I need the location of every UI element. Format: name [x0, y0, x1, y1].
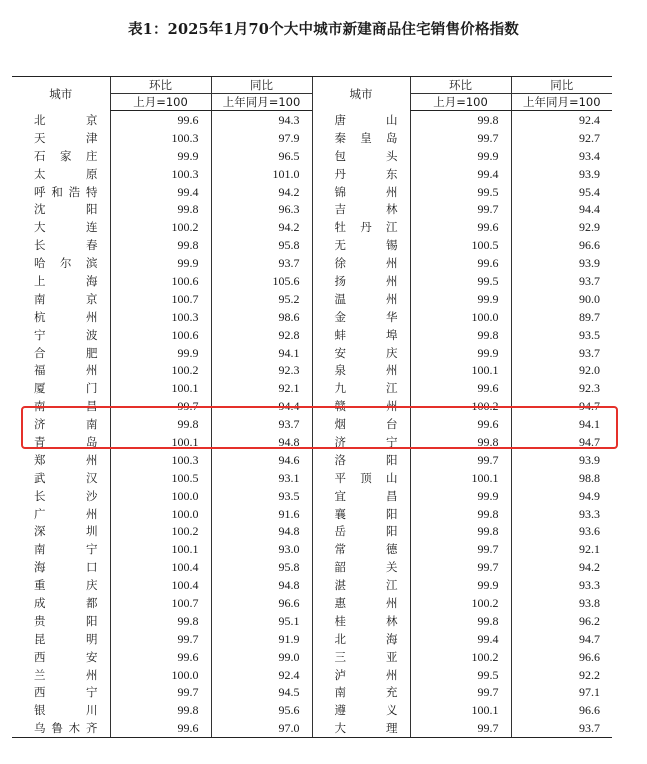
mom-value-left: 100.1	[110, 540, 211, 558]
yoy-value-left: 94.8	[211, 433, 312, 451]
table-row	[12, 451, 612, 469]
mom-value-right: 99.6	[410, 254, 511, 272]
mom-value-left: 100.6	[110, 326, 211, 344]
table-row	[12, 308, 612, 326]
yoy-value-right: 93.9	[511, 165, 612, 183]
city-name-right: 遵 义	[312, 701, 410, 719]
mom-value-left: 100.1	[110, 379, 211, 397]
mom-value-left: 100.4	[110, 558, 211, 576]
mom-value-left: 99.9	[110, 254, 211, 272]
yoy-value-right: 93.7	[511, 272, 612, 290]
yoy-value-right: 93.4	[511, 147, 612, 165]
yoy-value-right: 97.1	[511, 684, 612, 702]
table-row	[12, 165, 612, 183]
yoy-value-right: 94.7	[511, 630, 612, 648]
city-name-right: 桂 林	[312, 612, 410, 630]
header-mom-base-right: 上月=100	[410, 94, 511, 111]
mom-value-right: 100.0	[410, 308, 511, 326]
table-row	[12, 594, 612, 612]
mom-value-right: 99.5	[410, 666, 511, 684]
mom-value-right: 99.6	[410, 218, 511, 236]
mom-value-right: 100.5	[410, 236, 511, 254]
mom-value-left: 99.9	[110, 147, 211, 165]
mom-value-right: 99.8	[410, 326, 511, 344]
yoy-value-right: 93.7	[511, 344, 612, 362]
city-name-left: 成 都	[34, 595, 98, 610]
city-name-right: 安 庆	[312, 344, 410, 362]
city-name-right: 包 头	[312, 147, 410, 165]
mom-value-right: 100.1	[410, 469, 511, 487]
mom-value-right: 99.6	[410, 415, 511, 433]
city-name-right: 蚌 埠	[312, 326, 410, 344]
table-row	[12, 576, 612, 594]
city-name-right: 丹 东	[312, 165, 410, 183]
table-row	[12, 147, 612, 165]
yoy-value-left: 94.8	[211, 522, 312, 540]
yoy-value-left: 97.0	[211, 719, 312, 737]
city-name-right: 唐 山	[312, 111, 410, 129]
city-name-left: 杭 州	[34, 309, 98, 324]
mom-value-right: 99.4	[410, 165, 511, 183]
header-mom-base-left: 上月=100	[110, 94, 211, 111]
mom-value-left: 100.3	[110, 308, 211, 326]
mom-value-left: 100.7	[110, 290, 211, 308]
yoy-value-right: 92.4	[511, 111, 612, 129]
mom-value-left: 99.8	[110, 612, 211, 630]
header-mom-left: 环比	[110, 77, 211, 94]
table-row	[12, 684, 612, 702]
city-name-left: 重 庆	[34, 578, 98, 593]
header-yoy-left: 同比	[211, 77, 312, 94]
table-row	[12, 540, 612, 558]
mom-value-right: 99.9	[410, 576, 511, 594]
mom-value-left: 99.9	[110, 344, 211, 362]
table-row	[12, 630, 612, 648]
mom-value-right: 99.6	[410, 379, 511, 397]
yoy-value-left: 91.6	[211, 505, 312, 523]
city-name-left: 深 圳	[34, 524, 98, 539]
city-name-left: 贵 阳	[34, 613, 98, 628]
mom-value-right: 99.9	[410, 290, 511, 308]
yoy-value-right: 96.6	[511, 648, 612, 666]
yoy-value-left: 95.6	[211, 701, 312, 719]
city-name-right: 常 德	[312, 540, 410, 558]
table-row	[12, 200, 612, 218]
mom-value-left: 100.0	[110, 666, 211, 684]
yoy-value-right: 92.0	[511, 361, 612, 379]
table-row	[12, 344, 612, 362]
table-row	[12, 433, 612, 451]
city-name-left: 北 京	[34, 112, 98, 127]
city-name-left: 南 京	[34, 291, 98, 306]
mom-value-right: 99.9	[410, 147, 511, 165]
table-row	[12, 129, 612, 147]
table-row	[12, 326, 612, 344]
yoy-value-left: 95.8	[211, 558, 312, 576]
mom-value-left: 99.8	[110, 200, 211, 218]
yoy-value-right: 93.6	[511, 522, 612, 540]
mom-value-left: 100.2	[110, 361, 211, 379]
table-row	[12, 361, 612, 379]
city-name-left: 沈 阳	[34, 202, 98, 217]
yoy-value-left: 96.3	[211, 200, 312, 218]
yoy-value-left: 92.3	[211, 361, 312, 379]
city-name-left: 宁 波	[34, 327, 98, 342]
yoy-value-right: 92.1	[511, 540, 612, 558]
yoy-value-right: 94.2	[511, 558, 612, 576]
mom-value-right: 99.8	[410, 612, 511, 630]
yoy-value-left: 91.9	[211, 630, 312, 648]
yoy-value-left: 93.7	[211, 254, 312, 272]
yoy-value-right: 96.6	[511, 701, 612, 719]
yoy-value-right: 89.7	[511, 308, 612, 326]
city-name-left: 长 春	[34, 238, 98, 253]
mom-value-left: 100.0	[110, 505, 211, 523]
city-name-left: 哈尔滨	[34, 256, 98, 271]
header-city-right: 城市	[312, 77, 410, 111]
yoy-value-left: 94.2	[211, 183, 312, 201]
city-name-right: 温 州	[312, 290, 410, 308]
yoy-value-left: 92.8	[211, 326, 312, 344]
mom-value-right: 100.2	[410, 594, 511, 612]
yoy-value-right: 90.0	[511, 290, 612, 308]
city-name-left: 银 川	[34, 703, 98, 718]
mom-value-right: 99.8	[410, 522, 511, 540]
yoy-value-right: 98.8	[511, 469, 612, 487]
table-row	[12, 218, 612, 236]
mom-value-right: 100.2	[410, 397, 511, 415]
mom-value-left: 100.3	[110, 129, 211, 147]
city-name-left: 上 海	[34, 273, 98, 288]
yoy-value-left: 95.1	[211, 612, 312, 630]
city-name-left: 西 安	[34, 649, 98, 664]
city-name-right: 宜 昌	[312, 487, 410, 505]
mom-value-right: 99.4	[410, 630, 511, 648]
table-row	[12, 648, 612, 666]
mom-value-left: 99.8	[110, 415, 211, 433]
mom-value-right: 99.8	[410, 433, 511, 451]
table-row	[12, 612, 612, 630]
mom-value-left: 100.6	[110, 272, 211, 290]
city-name-left: 乌鲁木齐	[12, 719, 110, 737]
yoy-value-right: 93.5	[511, 326, 612, 344]
mom-value-left: 100.3	[110, 165, 211, 183]
table-row	[12, 719, 612, 737]
yoy-value-left: 92.1	[211, 379, 312, 397]
city-name-left: 福 州	[34, 363, 98, 378]
city-name-right: 三 亚	[312, 648, 410, 666]
yoy-value-left: 93.0	[211, 540, 312, 558]
mom-value-left: 99.6	[110, 719, 211, 737]
header-yoy-base-right: 上年同月=100	[511, 94, 612, 111]
city-name-left: 昆 明	[34, 631, 98, 646]
city-name-right: 大 理	[312, 719, 410, 737]
mom-value-left: 99.4	[110, 183, 211, 201]
table-row	[12, 522, 612, 540]
yoy-value-left: 94.8	[211, 576, 312, 594]
city-name-left: 呼和浩特	[34, 184, 98, 199]
city-name-right: 洛 阳	[312, 451, 410, 469]
mom-value-right: 99.7	[410, 200, 511, 218]
city-name-right: 南 充	[312, 684, 410, 702]
mom-value-right: 99.9	[410, 344, 511, 362]
city-name-right: 泸 州	[312, 666, 410, 684]
yoy-value-right: 96.6	[511, 236, 612, 254]
city-name-left: 厦 门	[34, 381, 98, 396]
yoy-value-right: 94.7	[511, 433, 612, 451]
yoy-value-left: 96.6	[211, 594, 312, 612]
mom-value-right: 99.7	[410, 540, 511, 558]
yoy-value-left: 93.1	[211, 469, 312, 487]
city-name-left: 南 昌	[34, 399, 98, 414]
mom-value-left: 100.3	[110, 451, 211, 469]
yoy-value-left: 93.5	[211, 487, 312, 505]
table-row	[12, 290, 612, 308]
yoy-value-left: 94.4	[211, 397, 312, 415]
mom-value-left: 99.6	[110, 111, 211, 129]
yoy-value-left: 94.6	[211, 451, 312, 469]
table-row	[12, 236, 612, 254]
header-city-left: 城市	[12, 77, 110, 111]
yoy-value-right: 94.1	[511, 415, 612, 433]
yoy-value-right: 93.9	[511, 254, 612, 272]
yoy-value-right: 93.3	[511, 505, 612, 523]
yoy-value-left: 94.2	[211, 218, 312, 236]
city-name-left: 广 州	[34, 506, 98, 521]
header-mom-right: 环比	[410, 77, 511, 94]
yoy-value-right: 92.7	[511, 129, 612, 147]
table-row	[12, 254, 612, 272]
yoy-value-right: 93.3	[511, 576, 612, 594]
table-row	[12, 415, 612, 433]
yoy-value-left: 94.5	[211, 684, 312, 702]
mom-value-right: 99.8	[410, 111, 511, 129]
mom-value-right: 99.7	[410, 684, 511, 702]
yoy-value-right: 95.4	[511, 183, 612, 201]
table-row	[12, 487, 612, 505]
city-name-right: 锦 州	[312, 183, 410, 201]
mom-value-left: 99.8	[110, 701, 211, 719]
mom-value-right: 99.7	[410, 719, 511, 737]
city-name-right: 北 海	[312, 630, 410, 648]
mom-value-left: 99.8	[110, 236, 211, 254]
city-name-left: 大 连	[34, 220, 98, 235]
city-name-left: 石家庄	[34, 148, 98, 163]
city-name-right: 吉 林	[312, 200, 410, 218]
city-name-right: 韶 关	[312, 558, 410, 576]
table-row	[12, 397, 612, 415]
city-name-right: 九 江	[312, 379, 410, 397]
yoy-value-right: 93.8	[511, 594, 612, 612]
city-name-left: 武 汉	[34, 470, 98, 485]
table-row	[12, 666, 612, 684]
mom-value-left: 99.7	[110, 684, 211, 702]
mom-value-right: 99.8	[410, 505, 511, 523]
mom-value-left: 100.0	[110, 487, 211, 505]
yoy-value-right: 93.9	[511, 451, 612, 469]
mom-value-right: 100.1	[410, 701, 511, 719]
city-name-left: 青 岛	[34, 434, 98, 449]
mom-value-right: 99.7	[410, 558, 511, 576]
table-row	[12, 701, 612, 719]
mom-value-right: 99.7	[410, 129, 511, 147]
city-name-right: 惠 州	[312, 594, 410, 612]
yoy-value-left: 94.3	[211, 111, 312, 129]
table-row	[12, 272, 612, 290]
mom-value-left: 100.2	[110, 522, 211, 540]
city-name-left: 海 口	[34, 560, 98, 575]
mom-value-right: 100.2	[410, 648, 511, 666]
city-name-left: 南 宁	[34, 542, 98, 557]
mom-value-left: 99.7	[110, 630, 211, 648]
city-name-right: 牡丹江	[312, 218, 410, 236]
yoy-value-right: 92.2	[511, 666, 612, 684]
city-name-left: 济 南	[34, 417, 98, 432]
table-title: 表1：2025年1月70个大中城市新建商品住宅销售价格指数	[127, 21, 519, 38]
city-name-left: 兰 州	[34, 667, 98, 682]
yoy-value-left: 95.8	[211, 236, 312, 254]
table-row	[12, 558, 612, 576]
table-row	[12, 469, 612, 487]
yoy-value-left: 101.0	[211, 165, 312, 183]
city-name-left: 长 沙	[34, 488, 98, 503]
header-yoy-right: 同比	[511, 77, 612, 94]
yoy-value-left: 94.1	[211, 344, 312, 362]
mom-value-right: 99.5	[410, 183, 511, 201]
price-index-table	[12, 76, 612, 738]
mom-value-left: 100.1	[110, 433, 211, 451]
table-row	[12, 183, 612, 201]
mom-value-right: 99.9	[410, 487, 511, 505]
city-name-left: 合 肥	[34, 345, 98, 360]
city-name-right: 秦皇岛	[312, 129, 410, 147]
city-name-left: 天 津	[34, 130, 98, 145]
city-name-right: 岳 阳	[312, 522, 410, 540]
city-name-right: 扬 州	[312, 272, 410, 290]
mom-value-left: 99.6	[110, 648, 211, 666]
yoy-value-right: 92.3	[511, 379, 612, 397]
yoy-value-left: 97.9	[211, 129, 312, 147]
header-yoy-base-left: 上年同月=100	[211, 94, 312, 111]
mom-value-left: 100.5	[110, 469, 211, 487]
mom-value-right: 99.7	[410, 451, 511, 469]
yoy-value-left: 98.6	[211, 308, 312, 326]
mom-value-left: 99.7	[110, 397, 211, 415]
yoy-value-right: 94.7	[511, 397, 612, 415]
table-row	[12, 379, 612, 397]
yoy-value-right: 93.7	[511, 719, 612, 737]
yoy-value-left: 96.5	[211, 147, 312, 165]
yoy-value-right: 96.2	[511, 612, 612, 630]
city-name-right: 金 华	[312, 308, 410, 326]
table-row	[12, 505, 612, 523]
city-name-left: 太 原	[34, 166, 98, 181]
mom-value-right: 99.5	[410, 272, 511, 290]
table-row	[12, 111, 612, 129]
mom-value-right: 100.1	[410, 361, 511, 379]
city-name-right: 济 宁	[312, 433, 410, 451]
city-name-left: 郑 州	[34, 452, 98, 467]
yoy-value-right: 92.9	[511, 218, 612, 236]
mom-value-left: 100.7	[110, 594, 211, 612]
yoy-value-left: 99.0	[211, 648, 312, 666]
city-name-right: 湛 江	[312, 576, 410, 594]
city-name-right: 平顶山	[312, 469, 410, 487]
yoy-value-left: 92.4	[211, 666, 312, 684]
city-name-right: 徐 州	[312, 254, 410, 272]
city-name-right: 烟 台	[312, 415, 410, 433]
yoy-value-left: 93.7	[211, 415, 312, 433]
city-name-right: 无 锡	[312, 236, 410, 254]
yoy-value-left: 105.6	[211, 272, 312, 290]
city-name-right: 赣 州	[312, 397, 410, 415]
yoy-value-right: 94.9	[511, 487, 612, 505]
mom-value-left: 100.4	[110, 576, 211, 594]
city-name-right: 襄 阳	[312, 505, 410, 523]
city-name-right: 泉 州	[312, 361, 410, 379]
city-name-left: 西 宁	[34, 685, 98, 700]
yoy-value-left: 95.2	[211, 290, 312, 308]
yoy-value-right: 94.4	[511, 200, 612, 218]
mom-value-left: 100.2	[110, 218, 211, 236]
